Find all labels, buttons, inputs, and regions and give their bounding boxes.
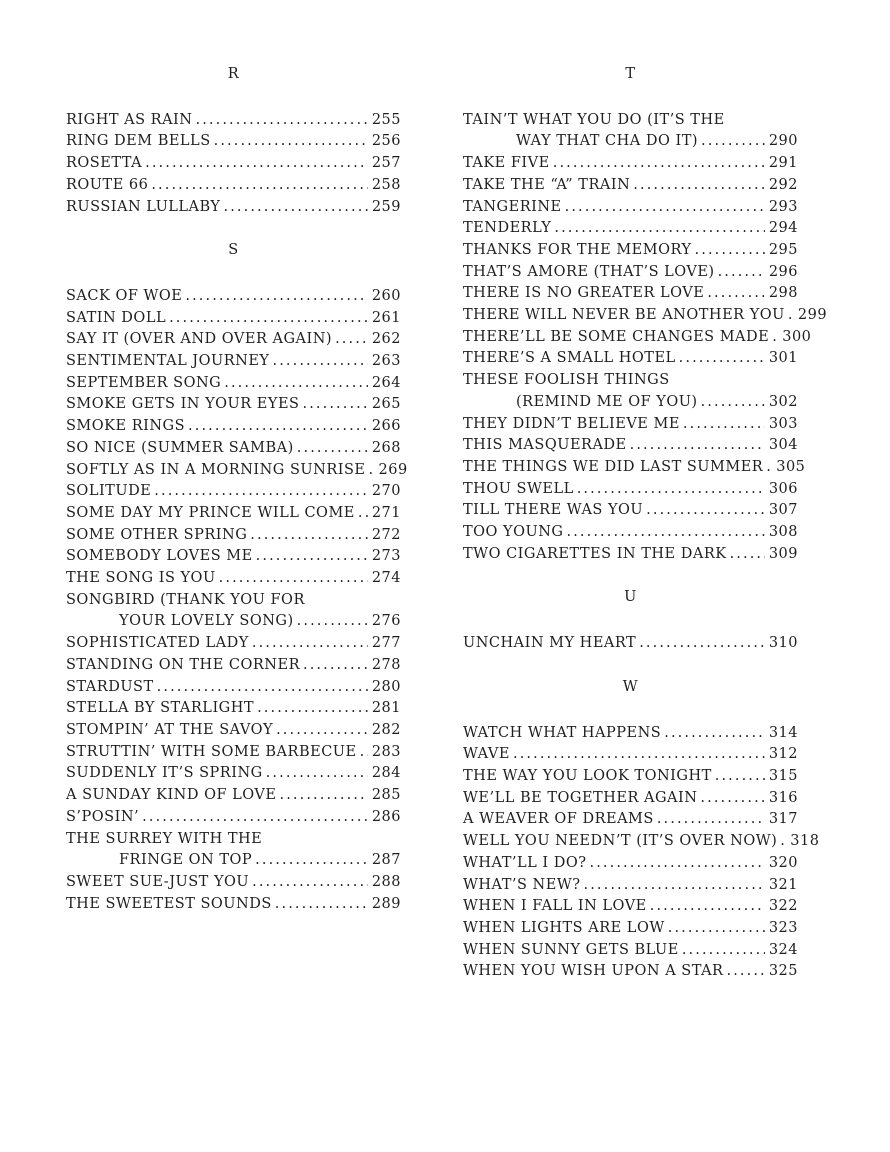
page-number: 323 bbox=[768, 919, 798, 936]
song-title: WHAT’LL I DO? bbox=[463, 854, 587, 871]
page-number: 276 bbox=[371, 613, 401, 630]
toc-entry bbox=[66, 438, 401, 460]
dot-leader bbox=[275, 894, 368, 916]
song-title-continued: YOUR LOVELY SONG) bbox=[119, 613, 294, 630]
dot-leader bbox=[142, 807, 368, 829]
song-title: TENDERLY bbox=[463, 220, 552, 237]
song-title: RUSSIAN LULLABY bbox=[66, 198, 221, 215]
toc-entry bbox=[463, 896, 798, 918]
page-number: 269 bbox=[378, 461, 408, 478]
song-title: STANDING ON THE CORNER bbox=[66, 656, 300, 673]
page-number: 289 bbox=[371, 895, 401, 912]
page-number: 270 bbox=[371, 483, 401, 500]
song-title: WE’LL BE TOGETHER AGAIN bbox=[463, 789, 698, 806]
page-number: 285 bbox=[371, 787, 401, 804]
toc-entry bbox=[463, 197, 798, 219]
page-number: 274 bbox=[371, 570, 401, 587]
page-number: 320 bbox=[768, 854, 798, 871]
dot-leader bbox=[252, 633, 368, 655]
dot-leader bbox=[730, 544, 765, 566]
dot-leader bbox=[633, 175, 765, 197]
dot-leader bbox=[335, 329, 368, 351]
dot-leader bbox=[715, 766, 765, 788]
dot-leader bbox=[195, 110, 367, 132]
page-number: 259 bbox=[371, 198, 401, 215]
toc-entry bbox=[66, 175, 401, 197]
toc-entry bbox=[66, 525, 401, 547]
page-number: 324 bbox=[768, 941, 798, 958]
toc-entry bbox=[463, 218, 798, 240]
toc-entry bbox=[66, 568, 401, 590]
toc-entry bbox=[463, 305, 828, 327]
toc-entry bbox=[66, 872, 401, 894]
dot-leader bbox=[683, 414, 765, 436]
song-title-continued: (REMIND ME OF YOU) bbox=[516, 393, 698, 410]
dot-leader bbox=[185, 286, 367, 308]
toc-entry bbox=[66, 720, 401, 742]
page-number: 300 bbox=[782, 328, 812, 345]
toc-column-right bbox=[463, 64, 828, 983]
song-title: THE SWEETEST SOUNDS bbox=[66, 895, 272, 912]
song-title: THEY DIDN’T BELIEVE ME bbox=[463, 415, 680, 432]
toc-entry bbox=[66, 590, 401, 612]
section-r bbox=[66, 64, 401, 218]
song-title: SUDDENLY IT’S SPRING bbox=[66, 765, 263, 782]
page-number: 306 bbox=[768, 480, 798, 497]
dot-leader bbox=[567, 522, 765, 544]
song-title: THE THINGS WE DID LAST SUMMER bbox=[463, 458, 764, 475]
section-w bbox=[463, 677, 820, 983]
dot-leader bbox=[302, 394, 367, 416]
song-title: ROSETTA bbox=[66, 155, 143, 172]
song-title: WHEN LIGHTS ARE LOW bbox=[463, 919, 665, 936]
toc-entry bbox=[463, 723, 798, 745]
dot-leader bbox=[553, 153, 765, 175]
song-title: THERE’S A SMALL HOTEL bbox=[463, 350, 676, 367]
section-letter: U bbox=[624, 589, 637, 606]
dot-leader bbox=[695, 240, 765, 262]
page-number: 316 bbox=[768, 789, 798, 806]
song-title: S’POSIN’ bbox=[66, 808, 140, 825]
dot-leader bbox=[273, 351, 368, 373]
dot-leader bbox=[256, 546, 368, 568]
page-number: 262 bbox=[371, 331, 401, 348]
page-number: 325 bbox=[768, 963, 798, 980]
page-number: 318 bbox=[790, 833, 820, 850]
dot-leader bbox=[701, 131, 765, 153]
dot-leader bbox=[554, 218, 764, 240]
page-number: 303 bbox=[768, 415, 798, 432]
toc-entry bbox=[66, 829, 401, 851]
toc-entry bbox=[66, 308, 401, 330]
page-number: 277 bbox=[371, 635, 401, 652]
toc-entry-continuation bbox=[463, 392, 798, 414]
song-title: WELL YOU NEEDN’T (IT’S OVER NOW) bbox=[463, 833, 778, 850]
page-number: 273 bbox=[371, 548, 401, 565]
song-title: THE WAY YOU LOOK TONIGHT bbox=[463, 767, 712, 784]
page-number: 288 bbox=[371, 873, 401, 890]
toc-entry bbox=[66, 763, 401, 785]
toc-entry bbox=[463, 479, 798, 501]
toc-entry bbox=[463, 918, 798, 940]
song-title: SOMEBODY LOVES ME bbox=[66, 548, 253, 565]
song-title: WHEN I FALL IN LOVE bbox=[463, 898, 647, 915]
dot-leader bbox=[188, 416, 368, 438]
dot-leader bbox=[646, 500, 765, 522]
song-title: TOO YOUNG bbox=[463, 524, 564, 541]
page-number: 257 bbox=[371, 155, 401, 172]
toc-entry bbox=[66, 110, 401, 132]
page-number: 310 bbox=[768, 635, 798, 652]
song-title: THOU SWELL bbox=[463, 480, 574, 497]
page-number: 264 bbox=[371, 374, 401, 391]
page-number: 299 bbox=[797, 307, 828, 324]
page-number: 266 bbox=[371, 418, 401, 435]
dot-leader bbox=[224, 197, 368, 219]
toc-entry bbox=[463, 153, 798, 175]
song-title: SACK OF WOE bbox=[66, 287, 183, 304]
dot-leader bbox=[650, 896, 765, 918]
toc-entry bbox=[463, 788, 798, 810]
section-letter: S bbox=[228, 242, 239, 259]
dot-leader bbox=[584, 875, 765, 897]
song-title: TILL THERE WAS YOU bbox=[463, 502, 644, 519]
dot-leader bbox=[250, 525, 368, 547]
song-title: SENTIMENTAL JOURNEY bbox=[66, 353, 270, 370]
toc-entry bbox=[463, 831, 820, 853]
page-number: 283 bbox=[371, 743, 401, 760]
page-number: 278 bbox=[371, 656, 401, 673]
song-title: TAIN’T WHAT YOU DO (IT’S THE bbox=[463, 111, 725, 128]
toc-entry bbox=[66, 655, 401, 677]
song-title: RING DEM BELLS bbox=[66, 133, 211, 150]
dot-leader bbox=[360, 742, 368, 764]
song-title: THE SONG IS YOU bbox=[66, 570, 216, 587]
song-title: SATIN DOLL bbox=[66, 309, 167, 326]
dot-leader bbox=[788, 305, 794, 327]
dot-leader bbox=[219, 568, 368, 590]
song-title: THERE’LL BE SOME CHANGES MADE bbox=[463, 328, 770, 345]
page-number: 307 bbox=[768, 502, 798, 519]
page-number: 317 bbox=[768, 811, 798, 828]
page-number: 286 bbox=[371, 808, 401, 825]
song-title: WHEN YOU WISH UPON A STAR bbox=[463, 963, 724, 980]
toc-entry bbox=[66, 633, 401, 655]
page-number: 296 bbox=[768, 263, 798, 280]
page-number: 260 bbox=[371, 287, 401, 304]
page-number: 271 bbox=[371, 504, 401, 521]
song-title: STARDUST bbox=[66, 678, 154, 695]
toc-entry bbox=[463, 544, 798, 566]
dot-leader bbox=[513, 744, 765, 766]
toc-entry bbox=[463, 875, 798, 897]
dot-leader bbox=[154, 481, 368, 503]
page-number: 290 bbox=[768, 133, 798, 150]
page-number: 304 bbox=[768, 437, 798, 454]
song-title-continued: WAY THAT CHA DO IT) bbox=[516, 133, 699, 150]
page-number: 293 bbox=[768, 198, 798, 215]
dot-leader bbox=[780, 831, 786, 853]
toc-entry bbox=[66, 742, 401, 764]
dot-leader bbox=[266, 763, 368, 785]
toc-entry-continuation bbox=[66, 611, 401, 633]
toc-entry bbox=[463, 348, 798, 370]
page-number: 291 bbox=[768, 155, 798, 172]
song-title: TANGERINE bbox=[463, 198, 562, 215]
toc-entry bbox=[66, 894, 401, 916]
page-number: 301 bbox=[768, 350, 798, 367]
song-title: TAKE FIVE bbox=[463, 155, 550, 172]
song-title: A SUNDAY KIND OF LOVE bbox=[66, 787, 277, 804]
dot-leader bbox=[707, 283, 764, 305]
toc-entry bbox=[463, 633, 798, 655]
toc-entry bbox=[66, 197, 401, 219]
toc-entry bbox=[463, 240, 798, 262]
dot-leader bbox=[369, 460, 375, 482]
page-number: 261 bbox=[371, 309, 401, 326]
page-number: 312 bbox=[768, 746, 798, 763]
toc-entry bbox=[463, 744, 798, 766]
song-title: WAVE bbox=[463, 746, 510, 763]
song-title: SO NICE (SUMMER SAMBA) bbox=[66, 439, 294, 456]
section-u bbox=[463, 587, 798, 654]
toc-entry bbox=[463, 940, 798, 962]
song-title: WHEN SUNNY GETS BLUE bbox=[463, 941, 679, 958]
page-number: 256 bbox=[371, 133, 401, 150]
song-title: UNCHAIN MY HEART bbox=[463, 635, 637, 652]
toc-entry-continuation bbox=[463, 131, 798, 153]
toc-columns bbox=[66, 64, 828, 983]
song-title: THANKS FOR THE MEMORY bbox=[463, 241, 692, 258]
song-title: THE SURREY WITH THE bbox=[66, 830, 263, 847]
dot-leader bbox=[682, 940, 765, 962]
dot-leader bbox=[630, 435, 765, 457]
song-title: THIS MASQUERADE bbox=[463, 437, 627, 454]
dot-leader bbox=[151, 175, 367, 197]
page-number: 302 bbox=[768, 393, 798, 410]
toc-entry bbox=[66, 153, 401, 175]
page-number: 315 bbox=[768, 767, 798, 784]
toc-entry bbox=[463, 961, 798, 983]
song-title: SOFTLY AS IN A MORNING SUNRISE bbox=[66, 461, 366, 478]
dot-leader bbox=[297, 438, 368, 460]
toc-entry bbox=[463, 283, 798, 305]
song-title: THERE IS NO GREATER LOVE bbox=[463, 285, 705, 302]
toc-entry bbox=[463, 457, 806, 479]
page-number: 292 bbox=[768, 176, 798, 193]
dot-leader bbox=[577, 479, 765, 501]
song-title: THAT’S AMORE (THAT’S LOVE) bbox=[463, 263, 715, 280]
dot-leader bbox=[145, 153, 368, 175]
section-letter: W bbox=[622, 678, 639, 695]
toc-entry bbox=[66, 416, 401, 438]
dot-leader bbox=[772, 327, 778, 349]
page-number: 309 bbox=[768, 545, 798, 562]
toc-column-left bbox=[66, 64, 408, 983]
dot-leader bbox=[766, 457, 772, 479]
page-number: 281 bbox=[371, 700, 401, 717]
page-number: 258 bbox=[371, 176, 401, 193]
song-title: WHAT’S NEW? bbox=[463, 876, 581, 893]
dot-leader bbox=[590, 853, 765, 875]
toc-entry bbox=[66, 785, 401, 807]
toc-entry bbox=[66, 677, 401, 699]
song-title: SONGBIRD (THANK YOU FOR bbox=[66, 591, 305, 608]
toc-entry bbox=[463, 435, 798, 457]
song-title: SMOKE GETS IN YOUR EYES bbox=[66, 396, 300, 413]
dot-leader bbox=[701, 392, 765, 414]
song-title: RIGHT AS RAIN bbox=[66, 111, 193, 128]
song-title: THESE FOOLISH THINGS bbox=[463, 372, 670, 389]
song-title: TWO CIGARETTES IN THE DARK bbox=[463, 545, 727, 562]
dot-leader bbox=[303, 655, 368, 677]
dot-leader bbox=[157, 677, 368, 699]
toc-entry bbox=[463, 175, 798, 197]
dot-leader bbox=[257, 698, 368, 720]
page-number: 263 bbox=[371, 353, 401, 370]
page-number: 305 bbox=[776, 458, 806, 475]
page-number: 282 bbox=[371, 721, 401, 738]
dot-leader bbox=[358, 503, 368, 525]
section-s bbox=[66, 240, 408, 915]
page-number: 322 bbox=[768, 898, 798, 915]
section-letter: T bbox=[625, 66, 636, 82]
toc-entry bbox=[463, 853, 798, 875]
page-number: 272 bbox=[371, 526, 401, 543]
song-title: TAKE THE “A” TRAIN bbox=[463, 176, 631, 193]
dot-leader bbox=[657, 809, 765, 831]
toc-entry bbox=[463, 809, 798, 831]
song-title: SWEET SUE-JUST YOU bbox=[66, 873, 250, 890]
page-number: 321 bbox=[768, 876, 798, 893]
page-number: 284 bbox=[371, 765, 401, 782]
toc-entry bbox=[463, 414, 798, 436]
page-number: 295 bbox=[768, 241, 798, 258]
toc-entry bbox=[66, 286, 401, 308]
toc-entry bbox=[66, 807, 401, 829]
dot-leader bbox=[279, 785, 367, 807]
dot-leader bbox=[668, 918, 765, 940]
page-number: 294 bbox=[768, 220, 798, 237]
song-title: SOLITUDE bbox=[66, 483, 152, 500]
dot-leader bbox=[297, 611, 368, 633]
song-title: WATCH WHAT HAPPENS bbox=[463, 724, 662, 741]
dot-leader bbox=[700, 788, 764, 810]
song-title: ROUTE 66 bbox=[66, 176, 149, 193]
dot-leader bbox=[224, 373, 368, 395]
page-number: 268 bbox=[371, 439, 401, 456]
page-number: 255 bbox=[371, 111, 401, 128]
toc-entry bbox=[463, 262, 798, 284]
song-title: STOMPIN’ AT THE SAVOY bbox=[66, 721, 274, 738]
dot-leader bbox=[276, 720, 368, 742]
song-title: SAY IT (OVER AND OVER AGAIN) bbox=[66, 331, 333, 348]
page-number: 298 bbox=[768, 285, 798, 302]
song-title: SMOKE RINGS bbox=[66, 418, 186, 435]
song-title-continued: FRINGE ON TOP bbox=[119, 852, 253, 869]
dot-leader bbox=[255, 850, 368, 872]
toc-entry bbox=[66, 394, 401, 416]
toc-entry bbox=[66, 131, 401, 153]
song-title: A WEAVER OF DREAMS bbox=[463, 811, 654, 828]
toc-entry bbox=[463, 370, 798, 392]
dot-leader bbox=[169, 308, 368, 330]
song-title: SOPHISTICATED LADY bbox=[66, 635, 249, 652]
toc-entry bbox=[66, 329, 401, 351]
dot-leader bbox=[664, 723, 765, 745]
toc-entry bbox=[463, 327, 812, 349]
page-number: 308 bbox=[768, 524, 798, 541]
toc-entry bbox=[66, 481, 401, 503]
toc-entry bbox=[66, 351, 401, 373]
song-title: SOME OTHER SPRING bbox=[66, 526, 248, 543]
toc-entry bbox=[66, 460, 408, 482]
page-number: 314 bbox=[768, 724, 798, 741]
section-t bbox=[463, 64, 828, 565]
section-letter: R bbox=[227, 66, 240, 82]
page-number: 280 bbox=[371, 678, 401, 695]
toc-entry bbox=[463, 522, 798, 544]
dot-leader bbox=[214, 131, 368, 153]
dot-leader bbox=[726, 961, 764, 983]
song-title: STRUTTIN’ WITH SOME BARBECUE bbox=[66, 743, 357, 760]
toc-entry bbox=[463, 110, 798, 132]
dot-leader bbox=[679, 348, 765, 370]
dot-leader bbox=[565, 197, 765, 219]
toc-entry bbox=[66, 546, 401, 568]
dot-leader bbox=[718, 262, 765, 284]
song-title: SOME DAY MY PRINCE WILL COME bbox=[66, 504, 355, 521]
song-title: STELLA BY STARLIGHT bbox=[66, 700, 255, 717]
page-number: 287 bbox=[371, 852, 401, 869]
dot-leader bbox=[639, 633, 765, 655]
toc-entry bbox=[66, 698, 401, 720]
toc-entry bbox=[463, 500, 798, 522]
song-title: SEPTEMBER SONG bbox=[66, 374, 222, 391]
toc-entry bbox=[66, 373, 401, 395]
toc-entry-continuation bbox=[66, 850, 401, 872]
toc-entry bbox=[66, 503, 401, 525]
toc-entry bbox=[463, 766, 798, 788]
page-number: 265 bbox=[371, 396, 401, 413]
dot-leader bbox=[252, 872, 368, 894]
song-title: THERE WILL NEVER BE ANOTHER YOU bbox=[463, 307, 785, 324]
